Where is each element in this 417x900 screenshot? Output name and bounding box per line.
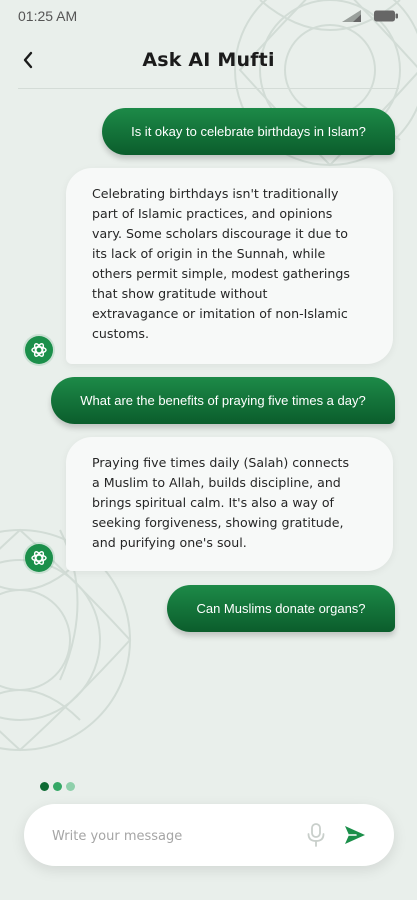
- status-bar: [0, 0, 417, 32]
- status-time: 01:25 AM: [18, 8, 78, 24]
- ai-message-line: a Muslim to Allah, builds discipline, and: [92, 475, 341, 490]
- typing-dot: [40, 782, 49, 791]
- ai-message-line: part of Islamic practices, and opinions: [92, 206, 333, 221]
- ai-message-bubble: [66, 168, 393, 364]
- message-composer: [24, 804, 394, 866]
- send-icon: [342, 822, 368, 848]
- battery-icon: [373, 9, 399, 23]
- send-button[interactable]: [342, 822, 368, 848]
- user-message-bubble: [102, 108, 395, 155]
- chevron-left-icon: [21, 51, 35, 69]
- user-message-bubble: [167, 585, 395, 632]
- user-message-bubble: [51, 377, 395, 424]
- page-title: Ask AI Mufti: [142, 49, 275, 71]
- ai-avatar: [25, 544, 53, 572]
- typing-dot: [53, 782, 62, 791]
- ai-message-line: that show gratitude without: [92, 286, 268, 301]
- ai-message-line: seeking forgiveness, showing gratitude,: [92, 515, 344, 530]
- ai-avatar: [25, 336, 53, 364]
- ai-message-line: customs.: [92, 326, 149, 341]
- ai-message-line: brings spiritual calm. It's also a way of: [92, 495, 334, 510]
- ai-message-line: vary. Some scholars discourage it due to: [92, 226, 348, 241]
- header: [0, 32, 417, 88]
- status-icons: [341, 9, 399, 23]
- ai-message-line: others permit simple, modest gatherings: [92, 266, 350, 281]
- signal-icon: [341, 9, 363, 23]
- user-message-text: Can Muslims donate organs?: [196, 601, 366, 616]
- ai-message-line: extravagance or imitation of non-Islamic: [92, 306, 348, 321]
- ai-message-line: and purifying one's soul.: [92, 535, 247, 550]
- user-message-text: What are the benefits of praying five times a day?: [80, 393, 366, 408]
- ai-knot-icon: [30, 341, 48, 359]
- ai-message-line: Praying five times daily (Salah) connects: [92, 455, 350, 470]
- ai-message-line: Celebrating birthdays isn't traditionally: [92, 186, 339, 201]
- typing-dot: [66, 782, 75, 791]
- ai-message-line: its lack of origin in the Sunnah, while: [92, 246, 326, 261]
- user-message-text: Is it okay to celebrate birthdays in Islam?: [131, 124, 366, 139]
- microphone-button[interactable]: [304, 822, 328, 848]
- microphone-icon: [304, 822, 328, 848]
- header-divider: [18, 88, 399, 89]
- ai-message-bubble: [66, 437, 393, 571]
- typing-indicator: [40, 782, 75, 791]
- message-input[interactable]: [50, 821, 294, 851]
- back-button[interactable]: [12, 44, 44, 76]
- ai-knot-icon: [30, 549, 48, 567]
